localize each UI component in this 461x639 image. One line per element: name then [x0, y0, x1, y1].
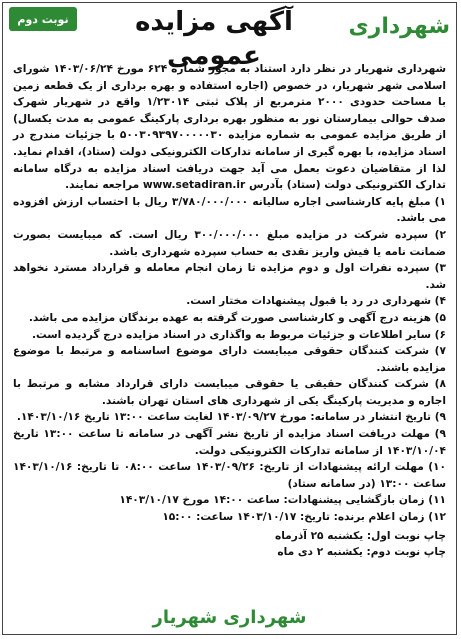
clause-item: ۸) شرکت کنندگان حقیقی یا حقوقی میبایست دارای قرارداد مشابه و مرتبط با اجاره و مدیریت پارکینگ یکی از شهرداری های استان تهران باشند. — [13, 378, 446, 407]
clause-item: ۳) سپرده نفرات اول و دوم مزایده تا زمان انجام معامله و قرارداد مسترد نخواهد شد. — [13, 262, 446, 291]
clauses-list — [13, 194, 446, 526]
publication-first: چاپ نوبت اول: یکشنبه ۲۵ آذرماه — [274, 529, 446, 542]
clause-item: ۲) سپرده شرکت در مزایده مبلغ ۳۰۰/۰۰۰/۰۰۰ ریال است. که میبایست بصورت ضمانت نامه یا فیش واریز نقدی به حساب سپرده شهرداری باشد. — [13, 228, 446, 258]
clause-item: ۱۰) مهلت ارائه پیشنهادات از تاریخ: ۱۴۰۳/۰۹/۲۶ ساعت ۰۸:۰۰ تا تاریخ: ۱۴۰۳/۱۰/۱۶ ساعت ۱۳:۰۰ (در سامانه ستاد) — [13, 461, 446, 490]
notice-body — [13, 61, 446, 561]
clause-item: ۱) مبلغ پایه کارشناسی اجاره سالیانه ۳/۷۸۰/۰۰۰/۰۰۰ ریال با احتساب ارزش افزوده می باشد. — [13, 195, 446, 225]
notice-title: آگهی مزایده عمومی — [135, 7, 293, 71]
intro-paragraph: شهرداری شهریار در نظر دارد استناد به مجوز شماره ۶۲۴ مورخ ۱۴۰۳/۰۶/۲۴ شورای اسلامی شهر شهریار، در خصوص (اجاره استفاده و بهره برداری از یک قطعه زمین با مساحت حدودی ۲۰۰۰ مترمربع از پلاک ثبتی ۱/۲۳۰۱۴ واقع در شهریار شهرک صدف حوالی بیمارستان نور به منظور بهره برداری پارکینگ عمومی به مدت یکسال) از طریق مزایده عمومی به شماره مزایده ۵۰۰۳۰۹۳۹۷۰۰۰۰۰۳۰ با جزئیات مندرج در اسناد مزایده، با بهره گیری از سامانه تدارکات الکترونیکی دولت (ستاد)، اقدام نماید. لذا از متقاضیان دعوت بعمل می آید جهت دریافت اسناد مزایده به درگاه سامانه تدارک الکترونیکی دولت (ستاد) بآدرس www.setadiran.ir مراجعه نمایند. — [13, 63, 447, 192]
clause-item: ۹) تاریخ انتشار در سامانه: مورخ ۱۴۰۳/۰۹/۲۷ لغایت ساعت ۱۳:۰۰ تاریخ ۱۴۰۳/۱۰/۱۶. — [16, 411, 446, 424]
publication-dates — [13, 528, 446, 561]
clause-item: ۵) هزینه درج آگهی و کارشناسی صورت گرفته به عهده برندگان مزایده می باشد. — [28, 311, 446, 324]
clause-item: ۱۲) زمان اعلام برنده: تاریخ: ۱۴۰۳/۱۰/۱۷ ساعت: ۱۵:۰۰ — [162, 511, 446, 524]
notice-frame — [2, 2, 457, 635]
notice-header — [3, 3, 456, 71]
clause-item: ۷) شرکت کنندگان حقوقی میبایست دارای موضوع اساسنامه و مرتبط با موضوع مزایده باشند. — [13, 345, 446, 374]
publication-second: چاپ نوبت دوم: یکشنبه ۲ دی ماه — [277, 546, 446, 559]
notice-footer — [3, 600, 456, 634]
clause-item: ۹) مهلت دریافت اسناد مزایده از تاریخ نشر آگهی در سامانه تا ساعت ۱۳:۰۰ تاریخ ۱۴۰۳/۱۰/۰۴ از سامانه تدارکات الکترونیکی دولت. — [13, 428, 446, 457]
clause-item: ۱۱) زمان بازگشایی پیشنهادات: ساعت ۱۴:۰۰ مورخ ۱۴۰۳/۱۰/۱۷ — [119, 494, 446, 507]
municipality-logo — [348, 5, 450, 51]
logo-text: شهرداری — [348, 14, 450, 39]
clause-item: ۴) شهرداری در رد یا قبول پیشنهادات مختار است. — [186, 295, 446, 308]
round-badge: نوبت دوم — [9, 7, 77, 31]
clause-item: ۶) سایر اطلاعات و جزئیات مربوط به واگذاری در اسناد مزایده درج گردیده است. — [31, 328, 446, 341]
issuer-signature: شهرداری شهریار — [152, 606, 307, 628]
